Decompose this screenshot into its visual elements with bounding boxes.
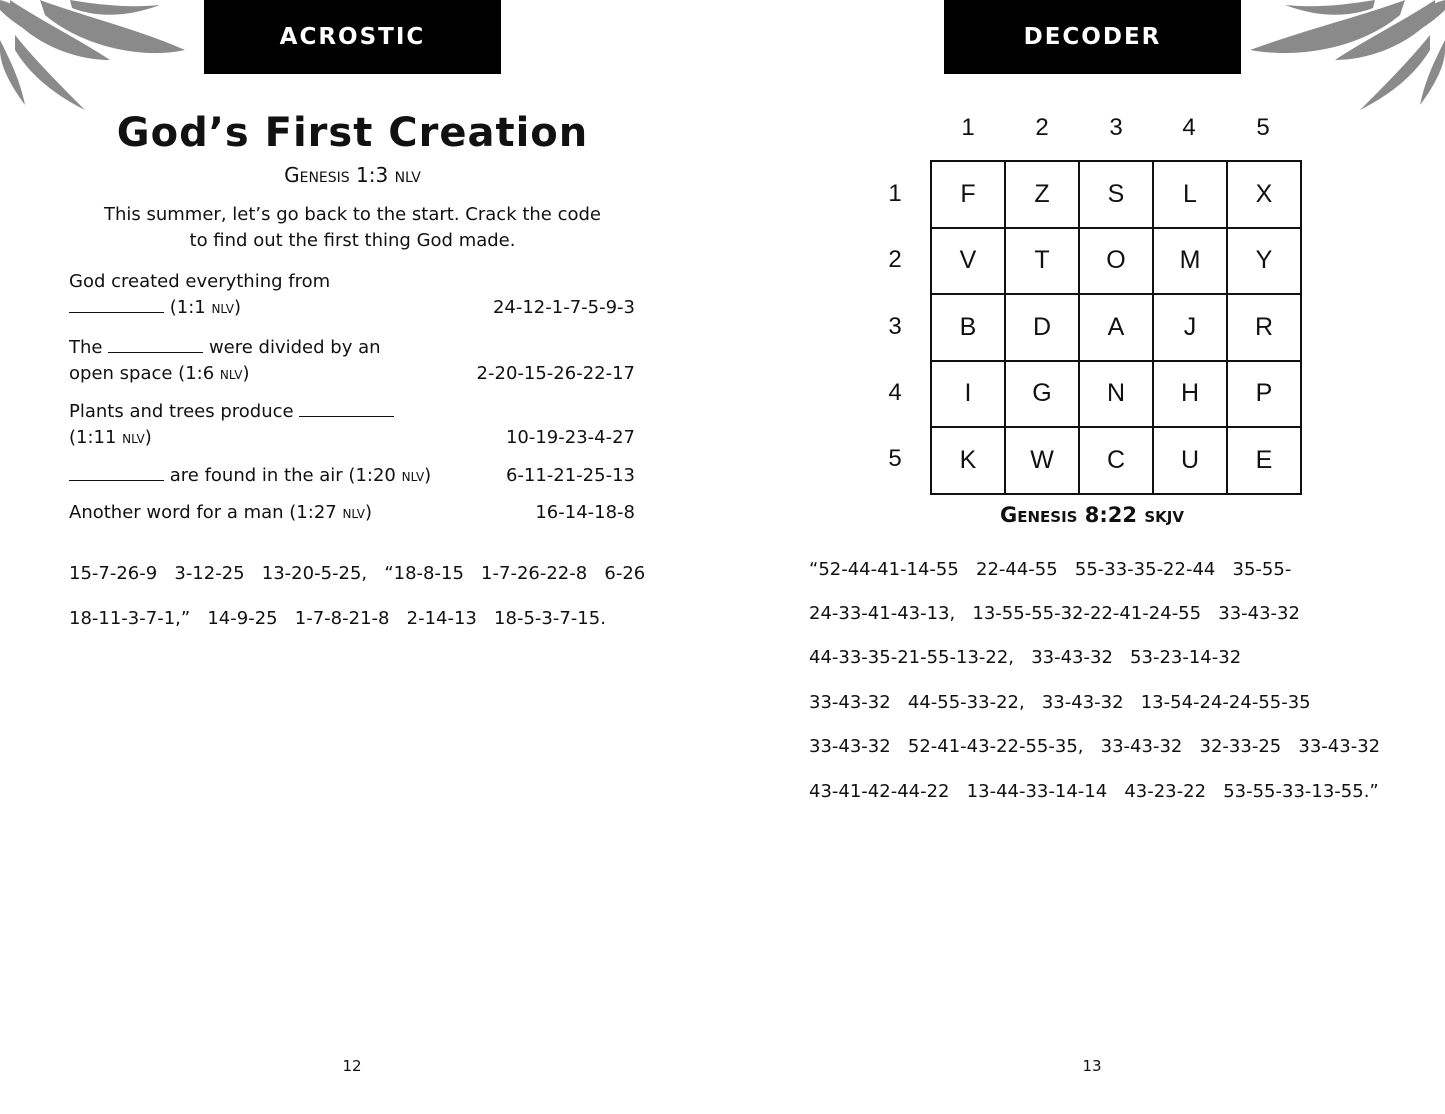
grid-cell: M <box>1153 228 1227 295</box>
grid-cell: L <box>1153 161 1227 228</box>
clue-2 <box>69 335 635 387</box>
header-tab-decoder: DECODER <box>944 0 1241 74</box>
clue-code: 2-20-15-26-22-17 <box>476 363 635 384</box>
clue-code: 6-11-21-25-13 <box>505 465 635 486</box>
column-number: 2 <box>1035 114 1049 141</box>
leaf-decoration-left-icon <box>0 0 200 115</box>
column-number: 4 <box>1182 114 1196 141</box>
grid-cell: D <box>1005 294 1079 361</box>
grid-cell: Z <box>1005 161 1079 228</box>
code-line: 43-41-42-44-22 13-44-33-14-14 43-23-22 53-55-33-13-55.” <box>809 781 1379 802</box>
row-number: 4 <box>888 379 902 406</box>
clue-code: 16-14-18-8 <box>535 502 635 523</box>
code-line: 24-33-41-43-13, 13-55-55-32-22-41-24-55 33-43-32 <box>809 603 1300 624</box>
grid-cell: B <box>931 294 1005 361</box>
bible-version: nlv <box>401 466 425 486</box>
bible-version: nlv <box>219 364 243 384</box>
grid-cell: E <box>1227 427 1301 494</box>
code-line: 44-33-35-21-55-13-22, 33-43-32 53-23-14-32 <box>809 647 1242 668</box>
answer-blank[interactable] <box>108 336 203 353</box>
page-number: 13 <box>1082 1057 1102 1075</box>
grid-cell: S <box>1079 161 1153 228</box>
bible-version: nlv <box>122 428 145 448</box>
clue-1 <box>69 269 635 321</box>
code-line: 33-43-32 44-55-33-22, 33-43-32 13-54-24-24-55-35 <box>809 692 1311 713</box>
answer-blank[interactable] <box>69 464 164 481</box>
grid-cell: G <box>1005 361 1079 428</box>
clue-5 <box>69 500 635 526</box>
grid-cell: P <box>1227 361 1301 428</box>
code-line: 33-43-32 52-41-43-22-55-35, 33-43-32 32-33-25 33-43-32 <box>809 736 1381 757</box>
clue-3 <box>69 399 635 451</box>
decoder-grid <box>930 160 1302 495</box>
leaf-decoration-right-icon <box>1245 0 1445 115</box>
grid-cell: I <box>931 361 1005 428</box>
code-line: 18-11-3-7-1,” 14-9-25 1-7-8-21-8 2-14-13 18-5-3-7-15. <box>69 608 606 629</box>
grid-cell: O <box>1079 228 1153 295</box>
grid-cell: W <box>1005 427 1079 494</box>
clue-text: ) <box>365 502 373 523</box>
clue-text: ) <box>424 465 432 486</box>
grid-cell: K <box>931 427 1005 494</box>
scripture-reference: Genesis 8:22 skjv <box>1000 503 1184 527</box>
clue-text: Plants and trees produce <box>69 401 294 422</box>
clue-text: Another word for a man (1:27 <box>69 502 343 523</box>
clue-text: open space (1:6 <box>69 363 220 384</box>
grid-cell: Y <box>1227 228 1301 295</box>
column-number: 5 <box>1256 114 1270 141</box>
grid-cell: A <box>1079 294 1153 361</box>
grid-cell: J <box>1153 294 1227 361</box>
row-number: 5 <box>888 445 902 472</box>
grid-cell: X <box>1227 161 1301 228</box>
grid-cell: T <box>1005 228 1079 295</box>
clue-text: ) <box>144 427 152 448</box>
header-tab-acrostic: ACROSTIC <box>204 0 501 74</box>
clue-text: ) <box>234 297 242 318</box>
bible-version: nlv <box>342 503 366 523</box>
clue-text: God created everything from <box>69 271 331 292</box>
page-title: God’s First Creation <box>116 110 589 156</box>
clue-text: The <box>69 337 103 358</box>
answer-blank[interactable] <box>299 400 394 417</box>
grid-cell: N <box>1079 361 1153 428</box>
bible-version: nlv <box>211 298 235 318</box>
row-number: 1 <box>888 180 902 207</box>
clue-4 <box>69 463 635 489</box>
clue-text: (1:11 <box>69 427 123 448</box>
code-line: “52-44-41-14-55 22-44-55 55-33-35-22-44 35-55- <box>809 559 1292 580</box>
clue-text: were divided by an <box>208 337 381 358</box>
grid-cell: H <box>1153 361 1227 428</box>
row-number: 2 <box>888 246 902 273</box>
grid-cell: V <box>931 228 1005 295</box>
clue-text: (1:1 <box>169 297 212 318</box>
grid-cell: R <box>1227 294 1301 361</box>
answer-blank[interactable] <box>69 296 164 313</box>
column-number: 1 <box>961 114 975 141</box>
column-number: 3 <box>1109 114 1123 141</box>
clue-code: 24-12-1-7-5-9-3 <box>492 297 635 318</box>
scripture-reference: Genesis 1:3 nlv <box>284 163 421 187</box>
grid-cell: C <box>1079 427 1153 494</box>
intro-text: This summer, let’s go back to the start. Crack the code to find out the first thing God made. <box>103 204 602 251</box>
clue-text: are found in the air (1:20 <box>169 465 402 486</box>
row-number: 3 <box>888 313 902 340</box>
clue-text: ) <box>242 363 250 384</box>
grid-cell: F <box>931 161 1005 228</box>
code-line: 15-7-26-9 3-12-25 13-20-5-25, “18-8-15 1-7-26-22-8 6-26 <box>69 563 646 584</box>
clue-code: 10-19-23-4-27 <box>505 427 635 448</box>
grid-cell: U <box>1153 427 1227 494</box>
page-number: 12 <box>342 1057 362 1075</box>
